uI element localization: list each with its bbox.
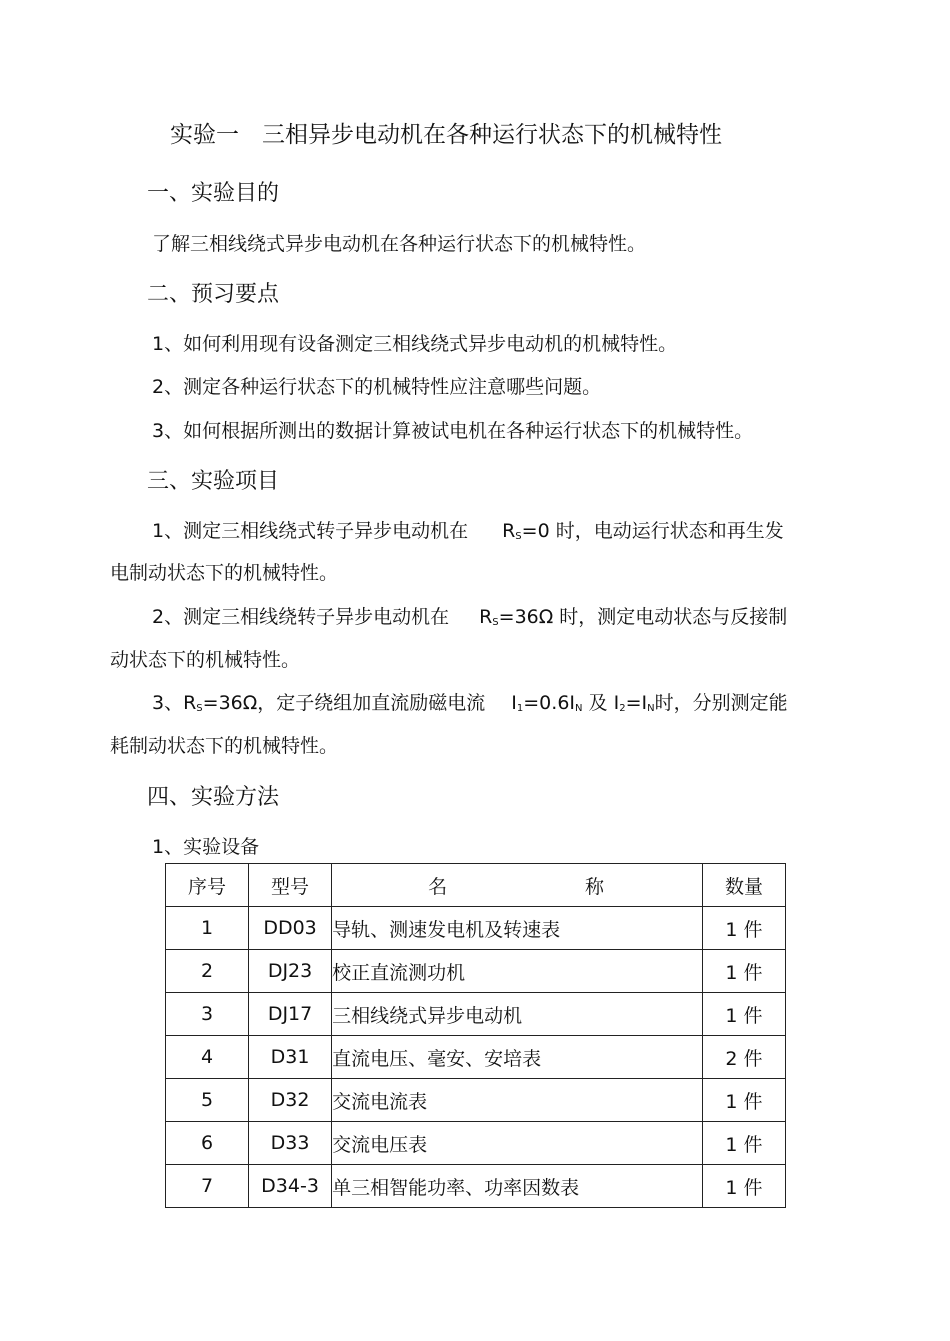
cell-name: 导轨、测速发电机及转速表 xyxy=(332,907,703,950)
section-heading-preview: 二、预习要点 xyxy=(147,282,280,307)
table-row xyxy=(166,1122,786,1165)
header-index: 序 号 xyxy=(166,864,249,907)
section-heading-items: 三、实验项目 xyxy=(147,469,280,494)
cell-index: 5 xyxy=(166,1079,249,1122)
cell-index: 7 xyxy=(166,1165,249,1208)
header-model: 型 号 xyxy=(249,864,332,907)
cell-name: 交流电流表 xyxy=(332,1079,703,1122)
cell-qty: 1 件 xyxy=(702,1079,785,1122)
header-qty: 数 量 xyxy=(702,864,785,907)
cell-qty: 1 件 xyxy=(702,907,785,950)
cell-model: DJ17 xyxy=(249,993,332,1036)
page-title: 实验一 三相异步电动机在各种运行状态下的机械特性 xyxy=(170,122,722,148)
section-heading-method: 四、实验方法 xyxy=(147,785,280,810)
cell-qty: 1 件 xyxy=(702,993,785,1036)
cell-index: 2 xyxy=(166,950,249,993)
experiment-item-3: 3、$R_S=36\Omega$，定子绕组加直流励磁电流 $I_1=0.6I_N$ 及 $I_2=I_N$时，分别测定能 xyxy=(152,692,788,714)
cell-index: 4 xyxy=(166,1036,249,1079)
cell-index: 6 xyxy=(166,1122,249,1165)
section-heading-purpose: 一、实验目的 xyxy=(147,181,280,206)
method-subheading-equipment: 1、实验设备 xyxy=(152,836,260,858)
cell-name: 校正直流测功机 xyxy=(332,950,703,993)
header-name: 名 称 xyxy=(332,864,703,907)
cell-name: 三相线绕式异步电动机 xyxy=(332,993,703,1036)
table-row xyxy=(166,1036,786,1079)
cell-qty: 1 件 xyxy=(702,1165,785,1208)
equipment-table xyxy=(165,863,786,1208)
table-row xyxy=(166,950,786,993)
cell-model: DJ23 xyxy=(249,950,332,993)
cell-name: 交流电压表 xyxy=(332,1122,703,1165)
purpose-text: 了解三相线绕式异步电动机在各种运行状态下的机械特性。 xyxy=(152,233,647,255)
experiment-item-2: 2、测定三相线绕转子异步电动机在 $R_S=36\Omega$ 时，测定电动状态与反接制 xyxy=(152,606,788,628)
cell-model: D31 xyxy=(249,1036,332,1079)
cell-index: 3 xyxy=(166,993,249,1036)
cell-model: D33 xyxy=(249,1122,332,1165)
table-row xyxy=(166,1079,786,1122)
cell-index: 1 xyxy=(166,907,249,950)
cell-name: 直流电压、毫安、安培表 xyxy=(332,1036,703,1079)
preview-item-3: 3、如何根据所测出的数据计算被试电机在各种运行状态下的机械特性。 xyxy=(152,420,754,442)
preview-item-1: 1、如何利用现有设备测定三相线绕式异步电动机的机械特性。 xyxy=(152,333,678,355)
cell-model: DD03 xyxy=(249,907,332,950)
table-row xyxy=(166,907,786,950)
cell-model: D34-3 xyxy=(249,1165,332,1208)
cell-qty: 1 件 xyxy=(702,950,785,993)
table-row xyxy=(166,1165,786,1208)
cell-model: D32 xyxy=(249,1079,332,1122)
table-header-row xyxy=(166,864,786,907)
table-row xyxy=(166,993,786,1036)
cell-qty: 2 件 xyxy=(702,1036,785,1079)
experiment-item-3-cont: 耗制动状态下的机械特性。 xyxy=(110,735,339,757)
experiment-item-2-cont: 动状态下的机械特性。 xyxy=(110,649,301,671)
preview-item-2: 2、测定各种运行状态下的机械特性应注意哪些问题。 xyxy=(152,376,602,398)
experiment-item-1: 1、测定三相线绕式转子异步电动机在 $R_S=0$ 时，电动运行状态和再生发 xyxy=(152,520,784,542)
experiment-item-1-cont: 电制动状态下的机械特性。 xyxy=(110,562,339,584)
cell-name: 单三相智能功率、功率因数表 xyxy=(332,1165,703,1208)
cell-qty: 1 件 xyxy=(702,1122,785,1165)
